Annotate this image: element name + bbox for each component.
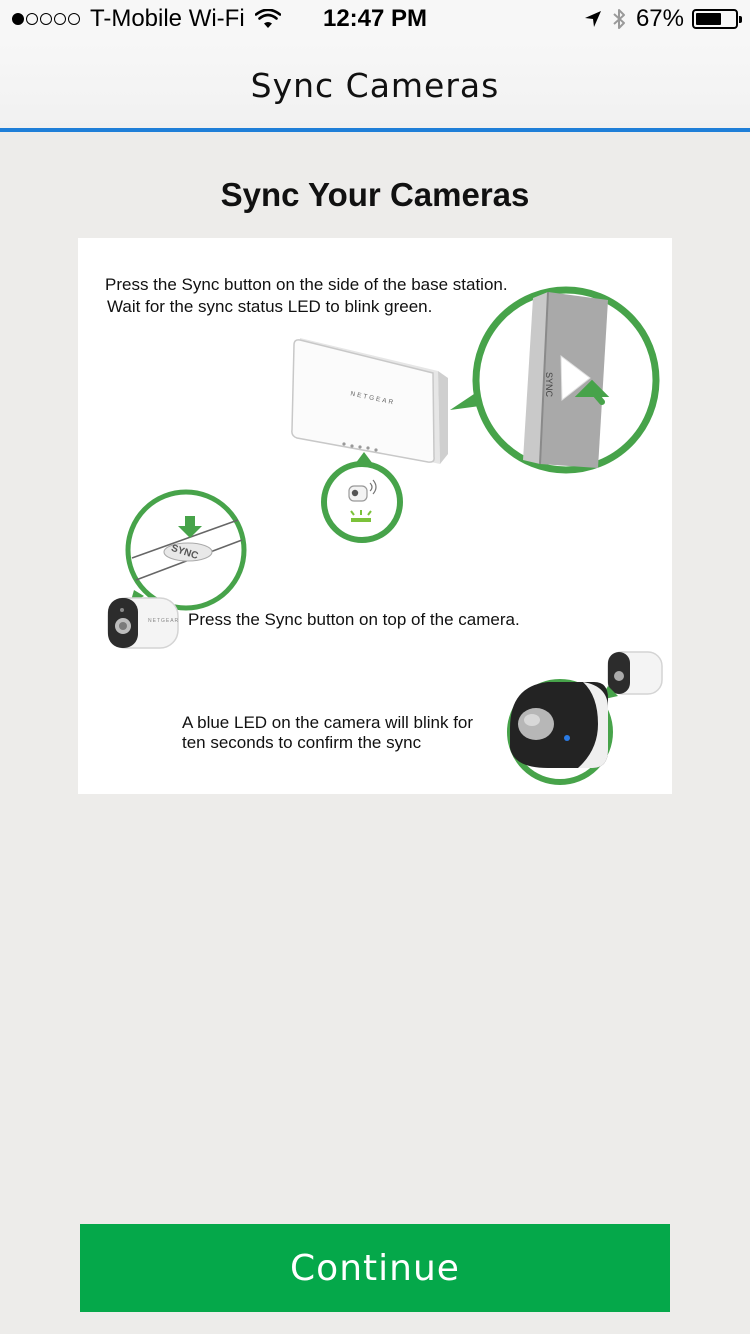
step-3-text-line-2: ten seconds to confirm the sync xyxy=(182,733,422,752)
camera-brand: NETGEAR xyxy=(148,618,180,624)
illustration-graphics xyxy=(78,238,672,794)
page-heading: Sync Your Cameras xyxy=(220,176,530,213)
sync-instructions-illustration xyxy=(78,238,672,794)
blue-led-zoom-callout xyxy=(510,682,618,782)
step-1-text-line-2: Wait for the sync status LED to blink green. xyxy=(107,297,433,316)
camera-image xyxy=(108,598,179,648)
base-station-image xyxy=(292,338,448,464)
status-time: 12:47 PM xyxy=(322,5,428,32)
sync-button-label-side: SYNC xyxy=(544,372,554,398)
navigation-bar xyxy=(0,42,750,132)
battery-icon xyxy=(692,9,738,29)
status-bar xyxy=(0,0,750,42)
camera-top-sync-callout xyxy=(128,492,244,608)
continue-button[interactable]: Continue xyxy=(80,1224,670,1312)
step-1-text-line-1: Press the Sync button on the side of the base station. xyxy=(105,275,508,294)
base-sync-zoom-callout xyxy=(450,290,656,470)
location-arrow-icon xyxy=(584,10,602,28)
bluetooth-icon xyxy=(612,7,626,31)
status-bar-left xyxy=(12,5,281,33)
nav-title: Sync Cameras xyxy=(250,66,500,105)
step-2-text: Press the Sync button on top of the camera. xyxy=(188,610,520,629)
status-bar-right xyxy=(584,5,738,33)
carrier-label: T-Mobile Wi-Fi xyxy=(90,5,245,32)
wifi-icon xyxy=(255,9,281,29)
camera-small-image xyxy=(608,652,662,694)
base-station-brand: NETGEAR xyxy=(349,390,396,407)
sync-led-callout xyxy=(324,452,400,540)
step-3-text-line-1: A blue LED on the camera will blink for xyxy=(182,713,474,732)
battery-percent: 67% xyxy=(635,5,684,32)
signal-strength-icon xyxy=(12,13,82,25)
sync-button-label-top: SYNC xyxy=(169,542,200,562)
